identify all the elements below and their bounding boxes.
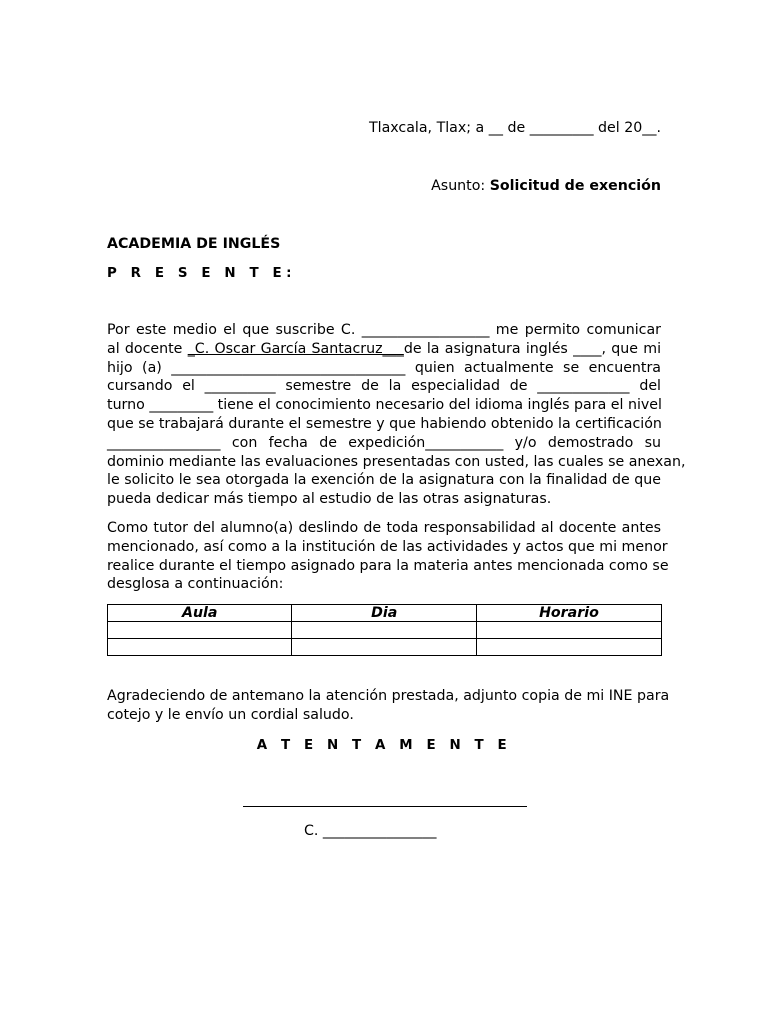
closing-paragraph bbox=[107, 687, 670, 725]
closing-line-1: Agradeciendo de antemano la atención prestada, adjunto copia de mi INE para bbox=[107, 688, 670, 704]
body1-line-3: hijo (a) _________________________________ quien actualmente se encuentra bbox=[107, 359, 661, 376]
closing-line-2: cotejo y le envío un cordial saludo. bbox=[107, 706, 354, 723]
table-row bbox=[108, 639, 662, 656]
addressee-name: ACADEMIA DE INGLÉS bbox=[107, 236, 281, 252]
subject-label: Asunto: bbox=[431, 178, 486, 194]
body1-line-8: dominio mediante las evaluaciones presentadas con usted, las cuales se anexan, bbox=[107, 453, 686, 470]
schedule-table bbox=[107, 604, 662, 656]
body2-line-4: desglosa a continuación: bbox=[107, 576, 284, 593]
table-cell[interactable] bbox=[476, 639, 661, 656]
body1-line-4: cursando el __________ semestre de la especialidad de _____________ del bbox=[107, 378, 661, 395]
signature-line bbox=[243, 806, 527, 807]
teacher-name: _C. Oscar García Santacruz___ bbox=[187, 340, 404, 357]
schedule-header-row bbox=[108, 605, 662, 622]
header-dia: Dia bbox=[292, 605, 476, 622]
subject-value: Solicitud de exención bbox=[489, 178, 661, 194]
body1-line-1: Por este medio el que suscribe C. __________________ me permito comunicar bbox=[107, 322, 661, 338]
table-cell[interactable] bbox=[292, 639, 476, 656]
subject-line bbox=[431, 177, 661, 196]
signature-name: C. ________________ bbox=[304, 823, 437, 839]
body1-line-5: turno _________ tiene el conocimiento necesario del idioma inglés para el nivel bbox=[107, 397, 662, 414]
body1-line-9: le solicito le sea otorgada la exención de la asignatura con la finalidad de que bbox=[107, 472, 661, 489]
atentamente: A T E N T A M E N T E bbox=[256, 738, 512, 753]
table-cell[interactable] bbox=[476, 622, 661, 639]
header-aula: Aula bbox=[108, 605, 292, 622]
body1-line-2-pre: al docente bbox=[107, 340, 188, 357]
body1-line-2-post: de la asignatura inglés ____, que mi bbox=[403, 340, 662, 357]
place-date-line: Tlaxcala, Tlax; a __ de _________ del 20__. bbox=[368, 120, 661, 136]
table-cell[interactable] bbox=[292, 622, 476, 639]
body1-line-10: pueda dedicar más tiempo al estudio de las otras asignaturas. bbox=[107, 491, 552, 508]
body1-line-7: ________________ con fecha de expedición___________ y/o demostrado su bbox=[107, 434, 661, 451]
table-row bbox=[108, 622, 662, 639]
body2-line-1: Como tutor del alumno(a) deslindo de toda responsabilidad al docente antes bbox=[107, 520, 661, 536]
table-cell[interactable] bbox=[108, 639, 292, 656]
body2-line-3: realice durante el tiempo asignado para la materia antes mencionada como se bbox=[107, 557, 669, 574]
body1-line-6: que se trabajará durante el semestre y que habiendo obtenido la certificación bbox=[107, 415, 662, 432]
body1-line-2 bbox=[107, 340, 661, 359]
header-horario: Horario bbox=[476, 605, 661, 622]
body-paragraph-1 bbox=[107, 321, 686, 509]
table-cell[interactable] bbox=[108, 622, 292, 639]
body-paragraph-2 bbox=[107, 519, 669, 594]
addressee-present: P R E S E N T E: bbox=[107, 266, 297, 281]
body2-line-2: mencionado, así como a la institución de las actividades y actos que mi menor bbox=[107, 538, 668, 555]
